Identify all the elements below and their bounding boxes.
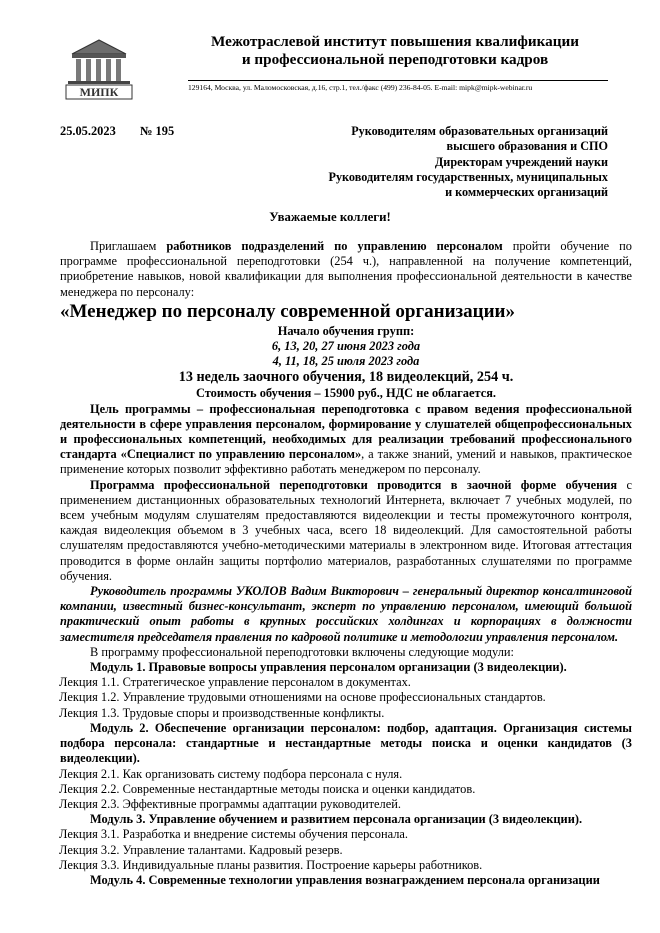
lecture-item: Лекция 1.3. Трудовые споры и производственные конфликты. <box>59 705 385 720</box>
lecture-item: Лекция 2.1. Как организовать систему подбора персонала с нуля. <box>59 766 403 781</box>
lecture-item: Лекция 3.1. Разработка и внедрение системы обучения персонала. <box>59 827 409 842</box>
goal-text-rest: , а также знаний, умений и навыков, практическое применение которых позволит эффективно работать менеджером по персоналу. <box>60 447 632 477</box>
addressee-line: Руководителям государственных, муниципальных <box>328 169 608 184</box>
document-number: № 195 <box>140 124 175 138</box>
program-duration: 13 недель заочного обучения, 18 видеолекций, 254 ч. <box>178 369 514 386</box>
greeting: Уважаемые коллеги! <box>269 210 391 224</box>
program-cost: Стоимость обучения – 15900 руб., НДС не облагается. <box>195 386 497 401</box>
addressee-line: высшего образования и СПО <box>446 139 608 154</box>
intro-text-start: Приглашаем <box>90 239 167 253</box>
intro-paragraph <box>60 239 632 300</box>
logo-building-icon <box>64 38 134 100</box>
addressee-line: Руководителям образовательных организаций <box>351 124 608 138</box>
lecture-item: Лекция 1.1. Стратегическое управление персоналом в документах. <box>59 675 411 690</box>
format-paragraph <box>60 478 632 584</box>
program-title: «Менеджер по персоналу современной организации» <box>60 300 515 322</box>
format-text-bold: Программа профессиональной переподготовки проводится в заочной форме обучения <box>90 477 618 492</box>
goal-paragraph <box>60 402 632 478</box>
document-date: 25.05.2023 <box>60 124 116 138</box>
lecture-item: Лекция 1.2. Управление трудовыми отношениями на основе профессиональных стандартов. <box>59 690 546 705</box>
start-dates-june: 6, 13, 20, 27 июня 2023 года <box>271 339 421 354</box>
institute-name-line1: Межотраслевой институт повышения квалификации <box>210 33 580 50</box>
intro-text-end: пройти обучение по программе профессиональной переподготовки (254 ч.), направленной на получение компетенций, приобретение навыков, новой квалификации для выполнения профессиональной деятельности в качестве менеджера по персоналу: <box>60 239 632 299</box>
addressee-line: и коммерческих организаций <box>445 185 608 200</box>
institute-logo <box>64 38 134 100</box>
start-label: Начало обучения групп: <box>277 323 415 338</box>
format-text-rest: с применением дистанционных образовательных технологий Интернета, включает 7 учебных модулей, по всем учебным модулям слушателям предоставляются видеолекции и тесты промежуточного контроля, каждая видеолекция объемом в 3 учебных часа, всего 18 видеолекций. Для самостоятельной работы слушателям предоставляются учебно-методическими материалы в электронном виде. Итоговая аттестация проводится в форме онлайн защиты портфолио материалов, разработанных слушателями по программе обучения. <box>60 477 632 583</box>
institute-name-line2: и профессиональной переподготовки кадров <box>241 51 549 68</box>
logo-text: МИПК <box>79 85 119 99</box>
lecture-item: Лекция 3.3. Индивидуальные планы развития. Построение карьеры работников. <box>59 857 483 872</box>
module-4-title: Модуль 4. Современные технологии управления вознаграждением персонала организации <box>90 872 600 887</box>
addressee-line: Директорам учреждений науки <box>434 154 608 169</box>
module-3-title: Модуль 3. Управление обучением и развитием персонала организации (3 видеолекции). <box>90 812 583 827</box>
start-dates-july: 4, 11, 18, 25 июля 2023 года <box>272 354 420 369</box>
module-2-title: Модуль 2. Обеспечение организации персоналом: подбор, адаптация. Организация системы подбора персонала: стандартные и нестандартные методы поиска и оценки кандидатов (3 видеолекции). <box>60 720 632 766</box>
header-divider <box>188 80 608 81</box>
intro-target-audience: работников подразделений по управлению персоналом <box>166 239 503 253</box>
lecture-item: Лекция 2.2. Современные нестандартные методы поиска и оценки кандидатов. <box>59 781 476 796</box>
module-1-title: Модуль 1. Правовые вопросы управления персоналом организации (3 видеолекции). <box>90 660 567 675</box>
institute-address: 129164, Москва, ул. Маломосковская, д.16, стр.1, тел./факс (499) 236-84-05. E-mail: mipk@mipk-webinar.ru <box>188 83 533 92</box>
program-leader-paragraph: Руководитель программы УКОЛОВ Вадим Викторович – генеральный директор консалтинговой компании, известный бизнес-консультант, эксперт по управлению персоналом, имеющий большой практический опыт работы в крупных российских холдингах и корпорациях в должности заместителя председателя правления по кадровой политике и методологии управления персоналом. <box>60 584 632 644</box>
addressee-block <box>300 124 608 200</box>
letter-body <box>60 239 632 888</box>
modules-intro: В программу профессиональной переподготовки включены следующие модули: <box>90 644 514 659</box>
lecture-item: Лекция 2.3. Эффективные программы адаптации руководителей. <box>59 796 401 811</box>
goal-text-bold: Цель программы – профессиональная переподготовка с правом ведения профессиональной деятельности в сфере управления персоналом, формирование у слушателей общепрофессиональных и профессиональных компетенций, необходимых для реализации требований профессионального стандарта «Специалист по управлению персоналом» <box>60 401 632 462</box>
lecture-item: Лекция 3.2. Управление талантами. Кадровый резерв. <box>59 842 343 857</box>
